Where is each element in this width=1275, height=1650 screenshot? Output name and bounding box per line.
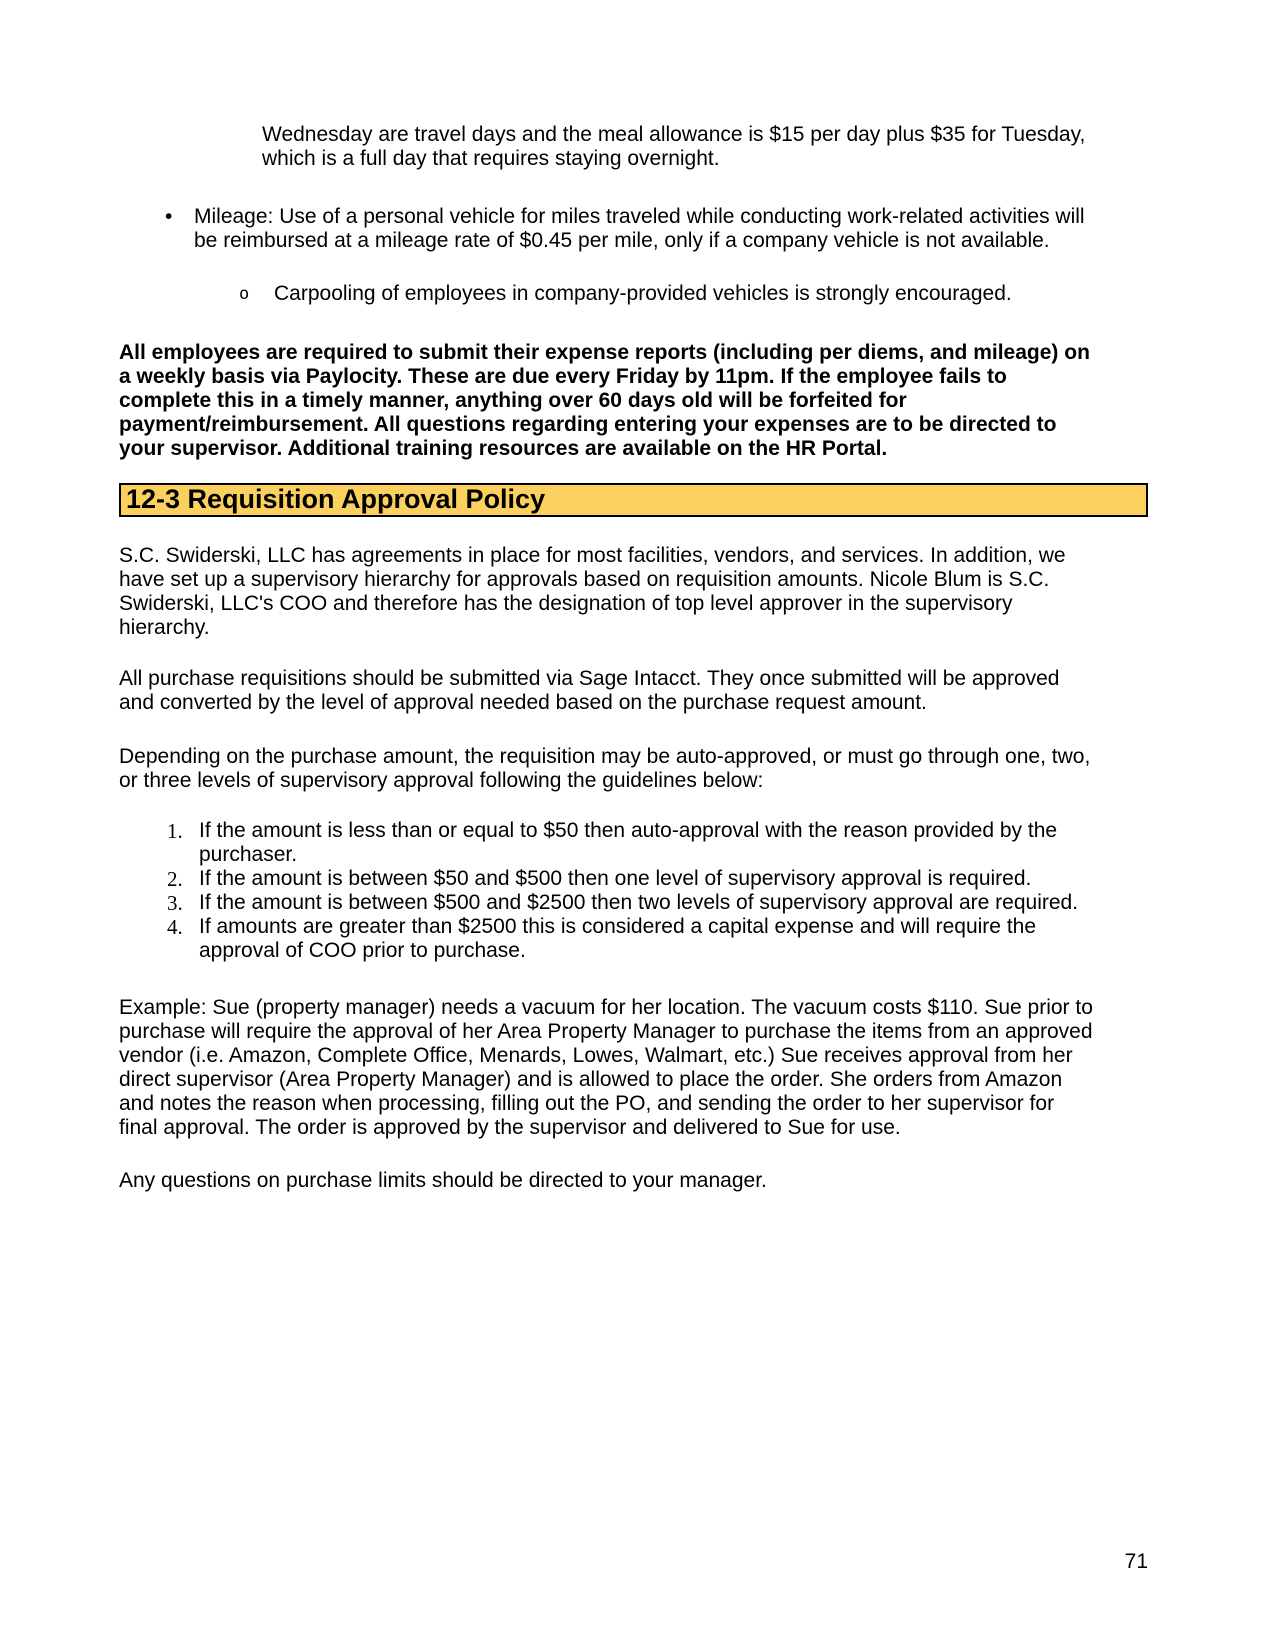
paragraph-closing: Any questions on purchase limits should be directed to your manager. <box>119 1169 767 1192</box>
page-number: 71 <box>1124 1550 1148 1573</box>
approval-rules-list <box>119 819 1094 963</box>
circle-bullet-icon: o <box>239 284 250 304</box>
approval-rule-item-3 <box>119 891 1094 915</box>
section-heading-requisition-approval-policy: 12-3 Requisition Approval Policy <box>119 483 1148 517</box>
approval-rule-item-2 <box>119 867 1094 891</box>
rule-number: 1. <box>167 819 183 843</box>
paragraph-example: Example: Sue (property manager) needs a vacuum for her location. The vacuum costs $110. Sue prior to purchase will require the approval of her Area Property Manager to purchase the items from an approved vendor (i.e. Amazon, Complete Office, Menards, Lowes, Walmart, etc.) Sue receives approval from her direct supervisor (Area Property Manager) and is allowed to place the order. She orders from Amazon and notes the reason when processing, filling out the PO, and sending the order to her supervisor for final approval. The order is approved by the supervisor and delivered to Sue for use. <box>119 996 1093 1139</box>
rule-text: If the amount is between $500 and $2500 then two levels of supervisory approval are required. <box>199 891 1079 914</box>
bullet-item-carpooling <box>119 282 1094 306</box>
rule-number: 2. <box>167 867 183 891</box>
approval-rule-item-4 <box>119 915 1094 963</box>
rule-text: If the amount is between $50 and $500 then one level of supervisory approval is required. <box>199 867 1032 890</box>
rule-text: If amounts are greater than $2500 this is considered a capital expense and will require the approval of COO prior to purchase. <box>199 915 1037 962</box>
paragraph-agreements: S.C. Swiderski, LLC has agreements in place for most facilities, vendors, and services. In addition, we have set up a supervisory hierarchy for approvals based on requisition amounts. Nicole Blum is S.C. Swiderski, LLC's COO and therefore has the designation of top level approver in the supervisory hierarchy. <box>119 544 1066 639</box>
sub-bullet-item-text: Carpooling of employees in company-provided vehicles is strongly encouraged. <box>274 282 1012 305</box>
rule-number: 4. <box>167 915 183 939</box>
document-body <box>119 0 1094 1193</box>
bullet-dot-icon: • <box>165 205 173 228</box>
bullet-item-mileage <box>119 205 1094 253</box>
rule-text: If the amount is less than or equal to $50 then auto-approval with the reason provided by the purchaser. <box>199 819 1058 866</box>
paragraph-submission: All purchase requisitions should be submitted via Sage Intacct. They once submitted will be approved and converted by the level of approval needed based on the purchase request amount. <box>119 667 1060 714</box>
paragraph-approval-levels: Depending on the purchase amount, the requisition may be auto-approved, or must go through one, two, or three levels of supervisory approval following the guidelines below: <box>119 745 1091 792</box>
rule-number: 3. <box>167 891 183 915</box>
bullet-item-text: Mileage: Use of a personal vehicle for miles traveled while conducting work-related activities will be reimbursed at a mileage rate of $0.45 per mile, only if a company vehicle is not available. <box>194 205 1085 252</box>
approval-rule-item-1 <box>119 819 1094 867</box>
expense-report-notice-paragraph: All employees are required to submit their expense reports (including per diems, and mileage) on a weekly basis via Paylocity. These are due every Friday by 11pm. If the employee fails to complete this in a timely manner, anything over 60 days old will be forfeited for payment/reimbursement. All questions regarding entering your expenses are to be directed to your supervisor. Additional training resources are available on the HR Portal. <box>119 341 1090 460</box>
intro-paragraph: Wednesday are travel days and the meal allowance is $15 per day plus $35 for Tuesday, which is a full day that requires staying overnight. <box>262 123 1086 170</box>
